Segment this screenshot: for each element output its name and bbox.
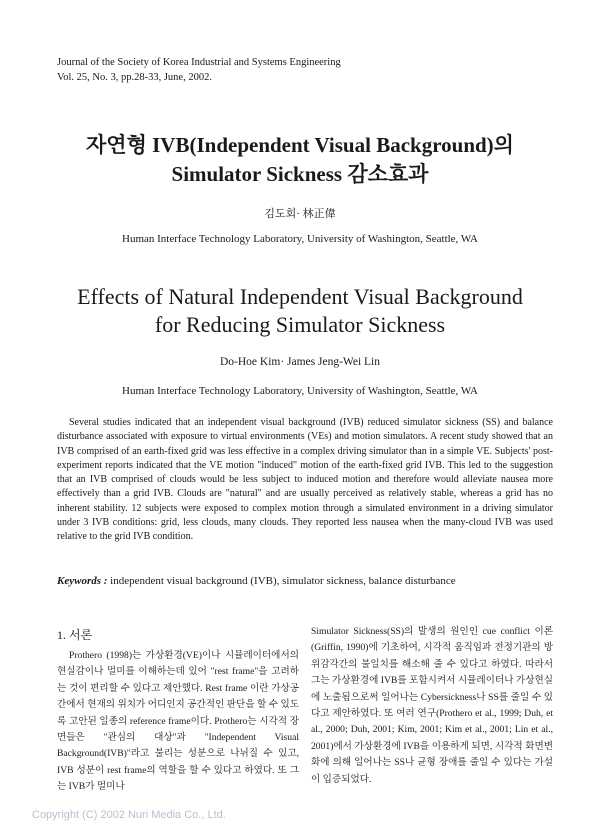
- copyright-watermark: Copyright (C) 2002 Nuri Media Co., Ltd.: [32, 809, 226, 821]
- english-title: [0, 283, 600, 339]
- keywords: [57, 575, 456, 587]
- section-title-introduction: 1. 서론: [57, 628, 93, 642]
- english-title-line-1: Effects of Natural Independent Visual Background: [77, 284, 523, 309]
- journal-header: [57, 55, 341, 85]
- abstract: Several studies indicated that an independent visual background (IVB) reduced simulator sickness (SS) and balance disturbance associated with exposure to virtual environments (VEs) and motion simulators. A recent study showed that an IVB comprised of an earth-fixed grid was less effective in a complex driving simulator than in a simple VE. Subjects' post-experiment reports indicated that the VE motion "induced" motion of the earth-fixed grid IVB. This led to the suggestion that an IVB comprised of clouds would be less subject to induced motion and therefore would alleviate nausea more effectively than a grid IVB. Clouds are "natural" and are usually perceived as relatively stable, whereas a grid has no inherent stability. 12 subjects were exposed to complex motion through a simulated environment in a driving simulator under 3 IVB conditions: grid, less clouds, many clouds. They reported less nausea when the many-cloud IVB was used relative to the grid IVB condition.: [57, 417, 553, 543]
- body-column-right: Simulator Sickness(SS)의 발생의 원인인 cue conflict 이론(Griffin, 1990)에 기초하여, 시각적 움직임과 전정기관의 방위감각간의 불일치를 해소해 줄 수 있다고 하였다. 따라서 그는 가상환경에 IVB를 포함시켜서 시뮬레이터나 가상현실에 노출됨으로써 일어나는 Cybersickness나 SS를 줄일 수 있다고 제안하였다. 또 여러 연구(Prothero et al., 1999; Duh, et al., 2000; Duh, 2001; Kim, 2001; Kim et al., 2001; Lin et al., 2001)에서 가상환경에 IVB을 이용하게 되면, 시각적 화면변화에 의해 일어나는 SS나 균형 장애를 줄일 수 있다는 가설이 입증되었다.: [311, 626, 553, 785]
- journal-volume: Vol. 25, No. 3, pp.28-33, June, 2002.: [57, 72, 212, 83]
- affiliation-korean: Human Interface Technology Laboratory, University of Washington, Seattle, WA: [122, 233, 478, 245]
- english-authors: Do-Hoe Kim· James Jeng-Wei Lin: [219, 356, 381, 368]
- english-title-line-2: for Reducing Simulator Sickness: [154, 312, 446, 337]
- journal-name: Journal of the Society of Korea Industrial and Systems Engineering: [57, 57, 341, 68]
- korean-title-line-2: Simulator Sickness 감소효과: [171, 162, 429, 186]
- affiliation-english: Human Interface Technology Laboratory, University of Washington, Seattle, WA: [122, 385, 478, 397]
- body-column-left: Prothero (1998)는 가상환경(VE)이나 시뮬레이터에서의 현실감이나 멀미를 이해하는데 있어 "rest frame"을 고려하는 것이 편리할 수 있다고 제안했다. Rest frame 이란 가상공간에서 현재의 위치가 어디인지 공간적인 판단을 할 수 있도록 고안된 일종의 reference frame이다. Prothero는 시각적 장면들은 "관심의 대상"과 "Independent Visual Background(IVB)"라고 불리는 성분으로 나뉘질 수 있고, IVB 성분이 rest frame의 역할을 할 수 있다고 하였다. 또 그는 IVB가 멀미나: [57, 650, 299, 793]
- korean-title-line-1: 자연형 IVB(Independent Visual Background)의: [86, 133, 514, 157]
- keywords-text: independent visual background (IVB), simulator sickness, balance disturbance: [110, 575, 456, 587]
- korean-authors: 김도회· 林正偉: [264, 208, 336, 220]
- korean-title: [0, 131, 600, 189]
- keywords-label: Keywords :: [57, 575, 108, 587]
